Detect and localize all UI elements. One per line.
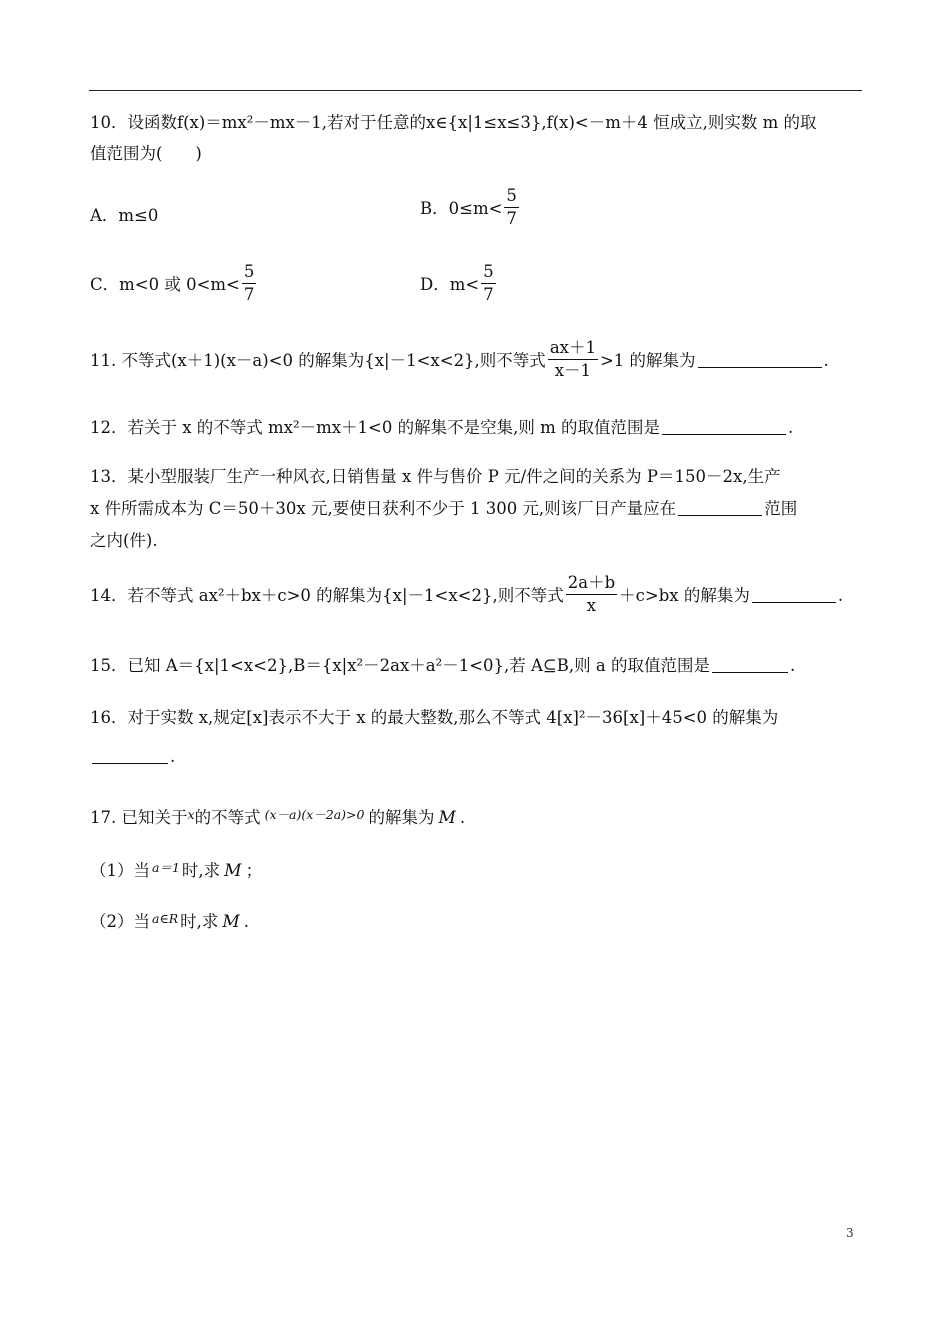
- fraction-denominator: 7: [243, 284, 255, 304]
- fraction-denominator: x: [586, 595, 597, 615]
- q15-text: 15．已知 A＝{x|1<x<2},B＝{x|x²－2ax＋a²－1<0},若 A⊆B,则 a 的取值范围是: [90, 656, 710, 675]
- fraction-numerator: 2a＋b: [567, 573, 616, 592]
- answer-blank[interactable]: [662, 418, 786, 435]
- q12-end: .: [788, 418, 794, 437]
- q11-suffix: >1 的解集为: [599, 351, 696, 370]
- q10-option-b: [420, 186, 521, 229]
- q17-part1-condition: a＝1: [152, 860, 180, 875]
- fraction-denominator: 7: [506, 208, 517, 228]
- q16-end: .: [170, 747, 176, 766]
- answer-blank[interactable]: [752, 586, 836, 603]
- q13-line3: 之内(件).: [90, 531, 158, 550]
- q17-intro: [90, 803, 465, 830]
- q14-line: [90, 573, 844, 616]
- fraction-numerator: 5: [483, 262, 494, 281]
- q12-text: 12．若关于 x 的不等式 mx²－mx＋1<0 的解集不是空集,则 m 的取值范围是: [90, 418, 660, 437]
- header-rule: [89, 90, 862, 91]
- q10-option-c: [90, 262, 258, 305]
- q15-line: [90, 654, 795, 678]
- fraction-numerator: 5: [243, 262, 255, 281]
- q17-inequality: (x－a)(x－2a)>0: [264, 807, 365, 822]
- q17-part1: [90, 856, 262, 883]
- q17-part1-text2: 时,求: [181, 861, 221, 880]
- q10-option-d: [420, 262, 498, 305]
- q17-part2-end: .: [243, 912, 250, 931]
- q17-intro-text: 17. 已知关于: [90, 808, 188, 827]
- answer-blank[interactable]: [92, 747, 168, 764]
- q16-line2: [90, 745, 175, 769]
- q17-set-m: M: [438, 808, 456, 828]
- q10-option-c-fraction: [242, 264, 257, 303]
- q15-end: .: [789, 656, 796, 675]
- fraction-denominator: 7: [483, 284, 494, 304]
- fraction-denominator: x－1: [554, 360, 592, 380]
- q17-part2-text: （2）当: [90, 912, 150, 931]
- q11-fraction: [548, 340, 598, 379]
- answer-blank[interactable]: [678, 499, 762, 516]
- answer-blank[interactable]: [698, 351, 822, 368]
- q14-end: .: [837, 586, 844, 605]
- q13-line1: 13．某小型服装厂生产一种风衣,日销售量 x 件与售价 P 元/件之间的关系为 P＝150－2x,生产: [90, 467, 781, 486]
- q14-text: 14．若不等式 ax²＋bx＋c>0 的解集为{x|－1<x<2},则不等式: [90, 586, 564, 605]
- page-number: 3: [846, 1226, 854, 1240]
- q13-line2-suffix: 范围: [764, 499, 798, 518]
- fraction-numerator: ax＋1: [549, 338, 596, 357]
- q14-suffix: ＋c>bx 的解集为: [619, 586, 750, 605]
- q17-part1-text: （1）当: [90, 861, 150, 880]
- q16-line1: 16．对于实数 x,规定[x]表示不大于 x 的最大整数,那么不等式 4[x]²－36[x]＋45<0 的解集为: [90, 708, 779, 727]
- q17-part2-set-m: M: [222, 912, 240, 932]
- q14-fraction: [566, 575, 617, 614]
- q10-option-b-text: B．0≤m<: [420, 199, 503, 218]
- q10-line2: 值范围为( ): [90, 144, 202, 163]
- q10-line1: 10．设函数f(x)＝mx²－mx－1,若对于任意的x∈{x|1≤x≤3},f(x)<－m＋4 恒成立,则实数 m 的取: [90, 113, 817, 132]
- q10-option-d-text: D．m<: [420, 275, 480, 294]
- q17-intro-text2: 的不等式: [194, 808, 261, 827]
- q13-line2: [90, 497, 797, 521]
- q13-line2-text: x 件所需成本为 C＝50＋30x 元,要使日获利不少于 1 300 元,则该厂日产量应在: [90, 499, 677, 518]
- fraction-numerator: 5: [506, 186, 517, 205]
- q10-option-a: A．m≤0: [90, 206, 159, 225]
- q12-line: [90, 416, 793, 440]
- q11-text: 11. 不等式(x＋1)(x－a)<0 的解集为{x|－1<x<2},则不等式: [90, 351, 546, 370]
- q11-end: .: [823, 351, 829, 370]
- q17-intro-text3: 的解集为: [368, 808, 435, 827]
- q17-part1-set-m: M: [224, 861, 242, 881]
- q10-option-d-fraction: [481, 264, 496, 303]
- q17-var-x: x: [187, 807, 195, 822]
- answer-blank[interactable]: [712, 656, 788, 673]
- q17-part2-text2: 时,求: [180, 912, 219, 931]
- q17-part1-end: ；: [245, 861, 263, 880]
- q17-intro-end: .: [459, 808, 466, 827]
- q10-option-b-fraction: [504, 188, 519, 227]
- q17-part2: [90, 907, 249, 934]
- q17-part2-condition: a∈R: [152, 911, 179, 926]
- q11-line: [90, 338, 829, 381]
- q10-option-c-text: C．m<0 或 0<m<: [90, 275, 240, 294]
